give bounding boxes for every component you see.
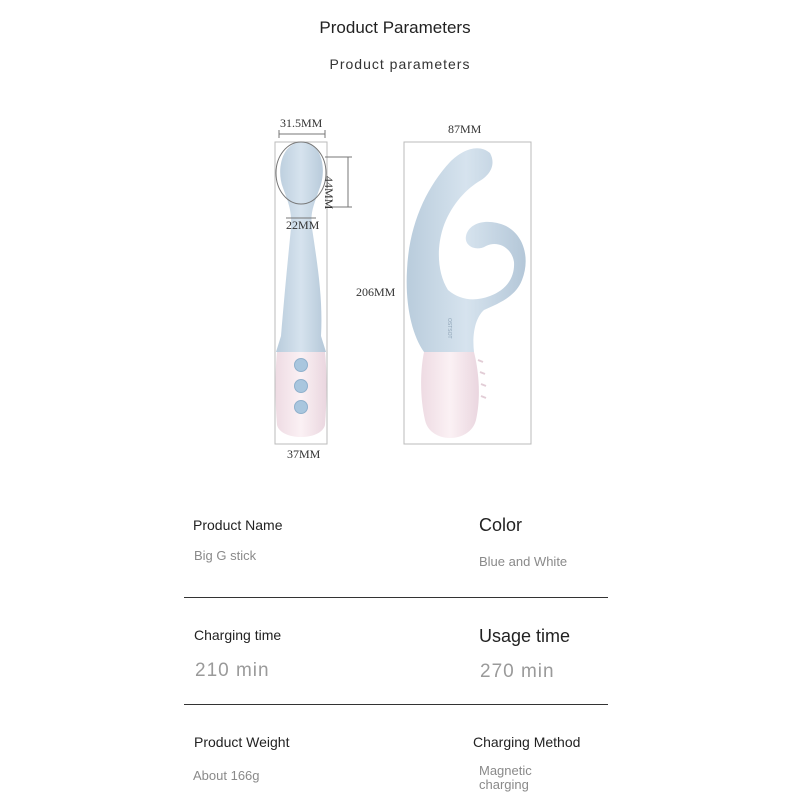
right-device-brand-mark: OSTSOT [446, 318, 452, 339]
left-button-top [295, 359, 308, 372]
left-device-body [276, 142, 326, 352]
color-value: Blue and White [479, 554, 568, 569]
dim-left-head-height: 44MM [322, 176, 336, 210]
product-name-value: Big G stick [194, 548, 257, 563]
charging-method-value-line1: Magnetic [479, 763, 532, 778]
page-subtitle: Product parameters [329, 56, 471, 72]
divider-2 [184, 704, 608, 705]
product-weight-label: Product Weight [194, 734, 290, 750]
product-name-label: Product Name [193, 517, 283, 533]
page-title: Product Parameters [319, 18, 471, 37]
dim-left-base-width: 37MM [287, 447, 321, 461]
dim-left-neck-width: 22MM [286, 218, 320, 232]
left-button-bottom [295, 401, 308, 414]
dim-right-height: 206MM [356, 285, 396, 299]
divider-1 [184, 597, 608, 598]
color-label: Color [479, 515, 523, 535]
dim-left-top-width: 31.5MM [280, 116, 323, 130]
usage-time-value: 270 min [480, 661, 555, 682]
charging-method-label: Charging Method [473, 734, 581, 750]
usage-time-label: Usage time [479, 626, 571, 646]
right-device-handle [421, 352, 479, 438]
right-device [404, 142, 531, 444]
charging-time-label: Charging time [194, 627, 282, 643]
left-device [275, 130, 352, 444]
charging-time-value: 210 min [195, 660, 270, 681]
dim-right-width: 87MM [448, 122, 482, 136]
charging-method-value-line2: charging [479, 777, 529, 792]
left-button-mid [295, 380, 308, 393]
right-device-body [407, 148, 526, 352]
product-weight-value: About 166g [193, 768, 260, 783]
charging-method-value [479, 764, 532, 792]
